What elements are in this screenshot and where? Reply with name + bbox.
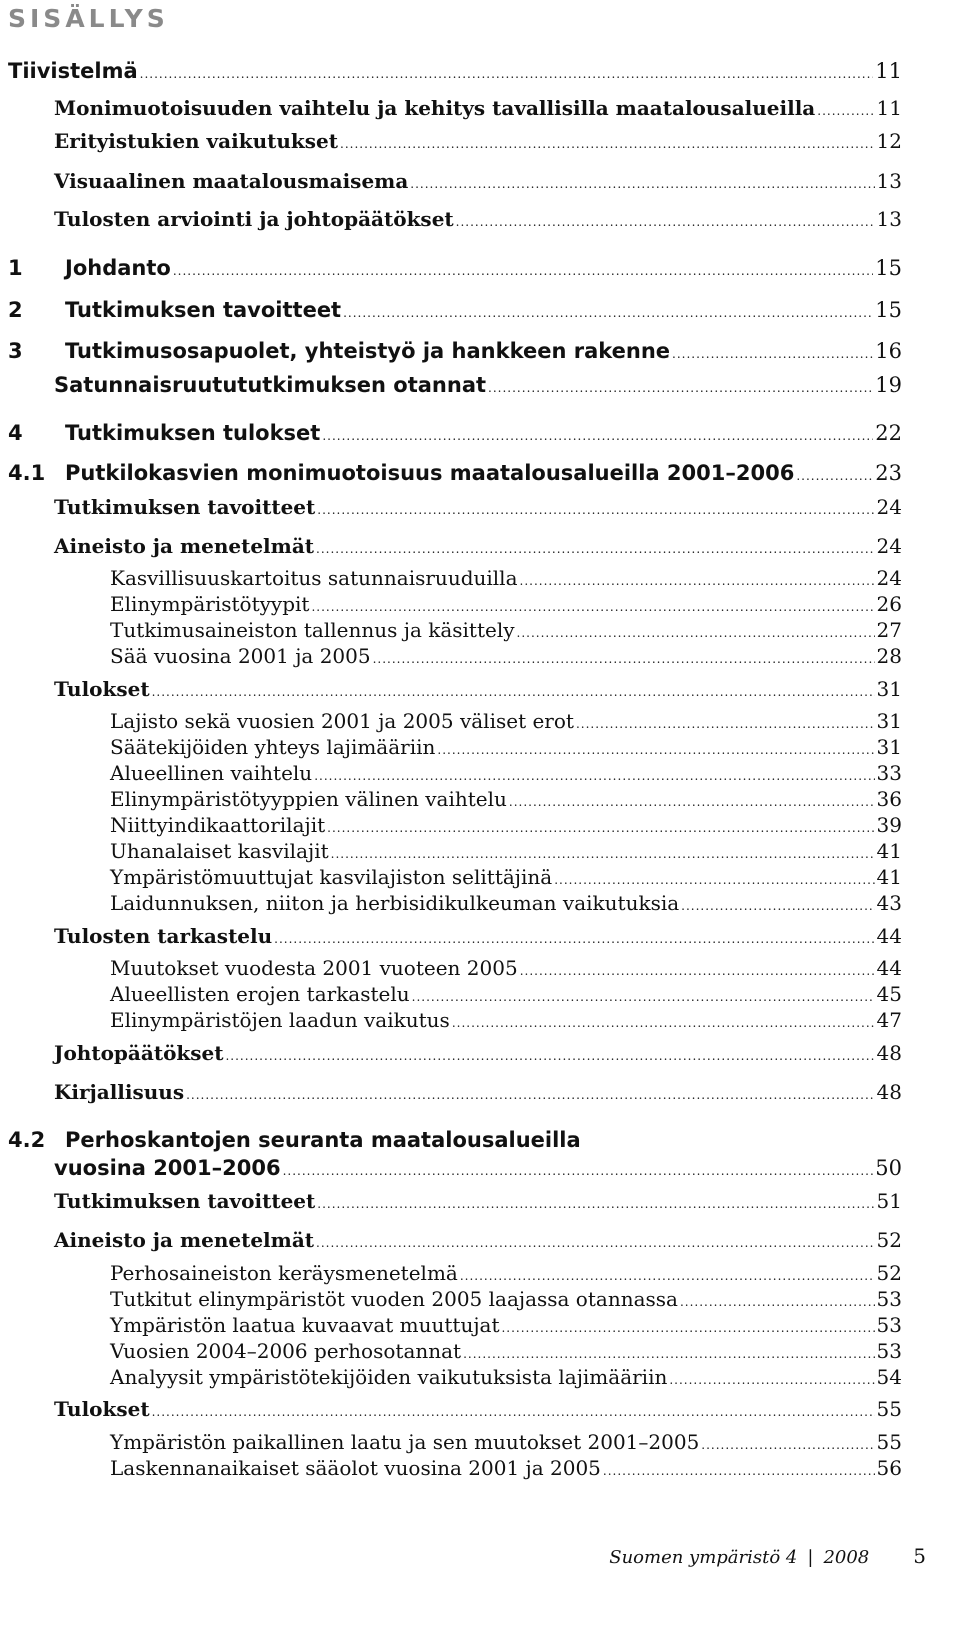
toc-entry-title: Tutkimuksen tavoitteet — [54, 1189, 316, 1213]
toc-section-number: 4 — [8, 421, 23, 445]
toc-entry — [54, 129, 902, 153]
toc-dot-leader — [412, 990, 875, 1004]
toc-entry-title: Perhosaineiston keräysmenetelmä — [110, 1261, 458, 1285]
toc-entry-title: Tulosten tarkastelu — [54, 924, 273, 948]
toc-dot-leader — [152, 685, 875, 699]
toc-dot-leader — [437, 743, 874, 757]
toc-page-number: 26 — [876, 592, 902, 616]
toc-page-number: 41 — [876, 865, 902, 889]
page-heading: SISÄLLYS — [8, 4, 169, 33]
toc-entry — [110, 865, 902, 889]
toc-entry — [8, 256, 902, 280]
toc-dot-leader — [517, 626, 875, 640]
toc-dot-leader — [576, 717, 875, 731]
toc-dot-leader — [225, 1049, 874, 1063]
toc-entry — [54, 677, 902, 701]
toc-dot-leader — [317, 503, 874, 517]
toc-entry — [54, 924, 902, 948]
toc-page-number: 11 — [875, 59, 902, 83]
toc-entry — [110, 982, 902, 1006]
toc-entry — [8, 421, 902, 445]
toc-page-number: 39 — [876, 813, 902, 837]
toc-entry-title: Ympäristömuuttujat kasvilajiston selittäjinä — [110, 865, 553, 889]
toc-entry — [110, 644, 902, 668]
toc-page-number: 33 — [876, 761, 902, 785]
toc-dot-leader — [796, 469, 873, 483]
footer-publication: Suomen ympäristö 4 — [609, 1547, 798, 1568]
toc-dot-leader — [701, 1438, 874, 1452]
toc-entry — [54, 207, 902, 231]
toc-page-number: 15 — [875, 298, 902, 322]
toc-page-number: 24 — [876, 534, 902, 558]
toc-dot-leader — [152, 1405, 875, 1419]
toc-page-number: 41 — [876, 839, 902, 863]
toc-page-number: 13 — [876, 207, 902, 231]
toc-page-number: 48 — [876, 1080, 902, 1104]
toc-dot-leader — [463, 1347, 874, 1361]
toc-page-number: 19 — [875, 373, 902, 397]
toc-page-number: 43 — [876, 891, 902, 915]
toc-entry-title: Tutkimusosapuolet, yhteistyö ja hankkeen rakenne — [65, 339, 671, 363]
toc-section-number: 1 — [8, 256, 23, 280]
toc-dot-leader — [317, 1197, 874, 1211]
toc-section-number: 4.1 — [8, 461, 46, 485]
toc-entry-title: Tutkimusaineiston tallennus ja käsittely — [110, 618, 515, 642]
toc-entry — [54, 1189, 902, 1213]
toc-entry — [8, 1128, 581, 1152]
toc-entry — [54, 1041, 902, 1065]
toc-entry — [54, 1228, 902, 1252]
toc-page-number: 55 — [876, 1430, 902, 1454]
toc-entry-title: Erityistukien vaikutukset — [54, 129, 338, 153]
page-footer — [609, 1544, 926, 1568]
toc-dot-leader — [311, 600, 874, 614]
toc-page-number: 31 — [876, 677, 902, 701]
toc-entry-title: Tulokset — [54, 677, 150, 701]
toc-dot-leader — [373, 652, 875, 666]
toc-entry-title: Laskennanaikaiset sääolot vuosina 2001 ja 2005 — [110, 1456, 601, 1480]
toc-entry — [110, 1456, 902, 1480]
toc-entry-title: Niittyindikaattorilajit — [110, 813, 326, 837]
toc-page-number: 44 — [876, 924, 902, 948]
toc-page-number: 53 — [876, 1313, 902, 1337]
toc-entry-title: Sää vuosina 2001 ja 2005 — [110, 644, 371, 668]
toc-page-number: 15 — [875, 256, 902, 280]
toc-entry-title: Monimuotoisuuden vaihtelu ja kehitys tavallisilla maatalousalueilla — [54, 96, 816, 120]
toc-dot-leader — [520, 964, 875, 978]
toc-page-number: 51 — [876, 1189, 902, 1213]
toc-page-number: 31 — [876, 735, 902, 759]
footer-page-number: 5 — [913, 1544, 926, 1568]
toc-page-number: 22 — [875, 421, 902, 445]
toc-page-number: 36 — [876, 787, 902, 811]
toc-page-number: 52 — [876, 1228, 902, 1252]
toc-entry — [110, 1287, 902, 1311]
toc-entry-title: Elinympäristötyypit — [110, 592, 310, 616]
toc-entry-title: Ympäristön paikallinen laatu ja sen muutokset 2001–2005 — [110, 1430, 700, 1454]
toc-entry-title: Johtopäätökset — [54, 1041, 224, 1065]
toc-entry — [54, 1156, 902, 1180]
toc-page-number: 44 — [876, 956, 902, 980]
toc-page-number: 53 — [876, 1287, 902, 1311]
toc-page-number: 27 — [876, 618, 902, 642]
toc-entry-title: Kasvillisuuskartoitus satunnaisruuduilla — [110, 566, 518, 590]
toc-page-number: 52 — [876, 1261, 902, 1285]
toc-entry — [8, 59, 902, 83]
toc-page-number: 56 — [876, 1456, 902, 1480]
toc-page-number: 23 — [875, 461, 902, 485]
toc-entry — [54, 1397, 902, 1421]
toc-dot-leader — [173, 264, 873, 278]
toc-entry-title: Alueellisten erojen tarkastelu — [110, 982, 410, 1006]
toc-dot-leader — [520, 574, 875, 588]
toc-dot-leader — [680, 1295, 875, 1309]
toc-entry — [8, 339, 902, 363]
toc-page-number: 16 — [875, 339, 902, 363]
toc-dot-leader — [672, 347, 873, 361]
toc-entry-title: Säätekijöiden yhteys lajimääriin — [110, 735, 436, 759]
toc-page-number: 31 — [876, 709, 902, 733]
toc-dot-leader — [314, 769, 874, 783]
toc-dot-leader — [681, 899, 874, 913]
toc-entry-title: Satunnaisruutututkimuksen otannat — [54, 373, 487, 397]
toc-dot-leader — [456, 215, 875, 229]
toc-entry-title: Laidunnuksen, niiton ja herbisidikulkeuman vaikutuksia — [110, 891, 680, 915]
toc-entry-title: Johdanto — [65, 256, 171, 280]
toc-page-number: 48 — [876, 1041, 902, 1065]
toc-entry-title: Ympäristön laatua kuvaavat muuttujat — [110, 1313, 500, 1337]
toc-entry — [110, 592, 902, 616]
toc-page-number: 24 — [876, 566, 902, 590]
toc-entry — [54, 495, 902, 519]
toc-dot-leader — [817, 104, 874, 118]
toc-entry — [110, 1313, 902, 1337]
toc-entry-title: Tulosten arviointi ja johtopäätökset — [54, 207, 454, 231]
toc-entry-title: Visuaalinen maatalousmaisema — [54, 169, 409, 193]
toc-dot-leader — [509, 795, 875, 809]
toc-dot-leader — [410, 177, 874, 191]
toc-entry — [8, 461, 902, 485]
toc-page-number: 11 — [876, 96, 902, 120]
toc-entry — [110, 813, 902, 837]
toc-dot-leader — [331, 847, 875, 861]
toc-entry-title: vuosina 2001–2006 — [54, 1156, 281, 1180]
toc-entry-title: Aineisto ja menetelmät — [54, 1228, 315, 1252]
toc-dot-leader — [283, 1164, 874, 1178]
toc-page-number: 55 — [876, 1397, 902, 1421]
toc-entry-title: Perhoskantojen seuranta maatalousalueilla — [65, 1128, 581, 1152]
toc-entry-title: Tiivistelmä — [8, 59, 138, 83]
toc-page-number: 50 — [875, 1156, 902, 1180]
toc-section-number: 3 — [8, 339, 23, 363]
toc-entry-title: Tulokset — [54, 1397, 150, 1421]
toc-entry — [110, 1430, 902, 1454]
toc-dot-leader — [488, 381, 873, 395]
toc-entry-title: Tutkimuksen tulokset — [65, 421, 321, 445]
toc-entry — [110, 761, 902, 785]
toc-entry — [110, 618, 902, 642]
toc-entry — [110, 1008, 902, 1032]
toc-section-number: 4.2 — [8, 1128, 46, 1152]
toc-dot-leader — [669, 1373, 874, 1387]
toc-entry-title: Kirjallisuus — [54, 1080, 185, 1104]
toc-section-number: 2 — [8, 298, 23, 322]
toc-dot-leader — [452, 1016, 875, 1030]
toc-entry — [110, 566, 902, 590]
toc-entry — [54, 373, 902, 397]
toc-dot-leader — [554, 873, 874, 887]
toc-dot-leader — [140, 67, 874, 81]
toc-dot-leader — [460, 1269, 875, 1283]
toc-dot-leader — [316, 542, 875, 556]
toc-dot-leader — [603, 1464, 875, 1478]
footer-separator: | — [807, 1547, 814, 1568]
toc-dot-leader — [322, 429, 873, 443]
toc-page-number: 45 — [876, 982, 902, 1006]
toc-dot-leader — [340, 137, 875, 151]
toc-entry — [110, 839, 902, 863]
toc-dot-leader — [343, 306, 873, 320]
toc-page-number: 47 — [876, 1008, 902, 1032]
toc-entry-title: Aineisto ja menetelmät — [54, 534, 315, 558]
toc-page-number: 13 — [876, 169, 902, 193]
toc-entry-title: Lajisto sekä vuosien 2001 ja 2005 väliset erot — [110, 709, 574, 733]
toc-entry — [54, 534, 902, 558]
toc-entry — [110, 891, 902, 915]
toc-entry-title: Elinympäristötyyppien välinen vaihtelu — [110, 787, 507, 811]
toc-entry — [54, 169, 902, 193]
toc-entry — [54, 1080, 902, 1104]
toc-entry-title: Uhanalaiset kasvilajit — [110, 839, 329, 863]
toc-dot-leader — [274, 932, 874, 946]
footer-year: 2008 — [823, 1547, 870, 1568]
toc-page-number: 54 — [876, 1365, 902, 1389]
toc-page-number: 28 — [876, 644, 902, 668]
toc-entry — [110, 709, 902, 733]
toc-dot-leader — [316, 1236, 875, 1250]
toc-entry-title: Elinympäristöjen laadun vaikutus — [110, 1008, 450, 1032]
toc-dot-leader — [327, 821, 874, 835]
toc-entry — [110, 735, 902, 759]
toc-page-number: 24 — [876, 495, 902, 519]
toc-entry-title: Muutokset vuodesta 2001 vuoteen 2005 — [110, 956, 518, 980]
toc-entry-title: Putkilokasvien monimuotoisuus maatalousalueilla 2001–2006 — [65, 461, 795, 485]
toc-entry-title: Tutkimuksen tavoitteet — [65, 298, 342, 322]
toc-entry-title: Analyysit ympäristötekijöiden vaikutuksista lajimääriin — [110, 1365, 668, 1389]
toc-entry — [110, 956, 902, 980]
toc-entry — [8, 298, 902, 322]
toc-entry-title: Tutkimuksen tavoitteet — [54, 495, 316, 519]
toc-entry-title: Alueellinen vaihtelu — [110, 761, 313, 785]
toc-entry-title: Tutkitut elinympäristöt vuoden 2005 laajassa otannassa — [110, 1287, 678, 1311]
toc-page-number: 12 — [876, 129, 902, 153]
toc-entry — [110, 1339, 902, 1363]
toc-dot-leader — [186, 1088, 874, 1102]
toc-entry — [110, 1261, 902, 1285]
toc-entry-title: Vuosien 2004–2006 perhosotannat — [110, 1339, 462, 1363]
toc-entry — [110, 1365, 902, 1389]
toc-entry — [110, 787, 902, 811]
toc-dot-leader — [501, 1321, 874, 1335]
toc-page-number: 53 — [876, 1339, 902, 1363]
toc-entry — [54, 96, 902, 120]
